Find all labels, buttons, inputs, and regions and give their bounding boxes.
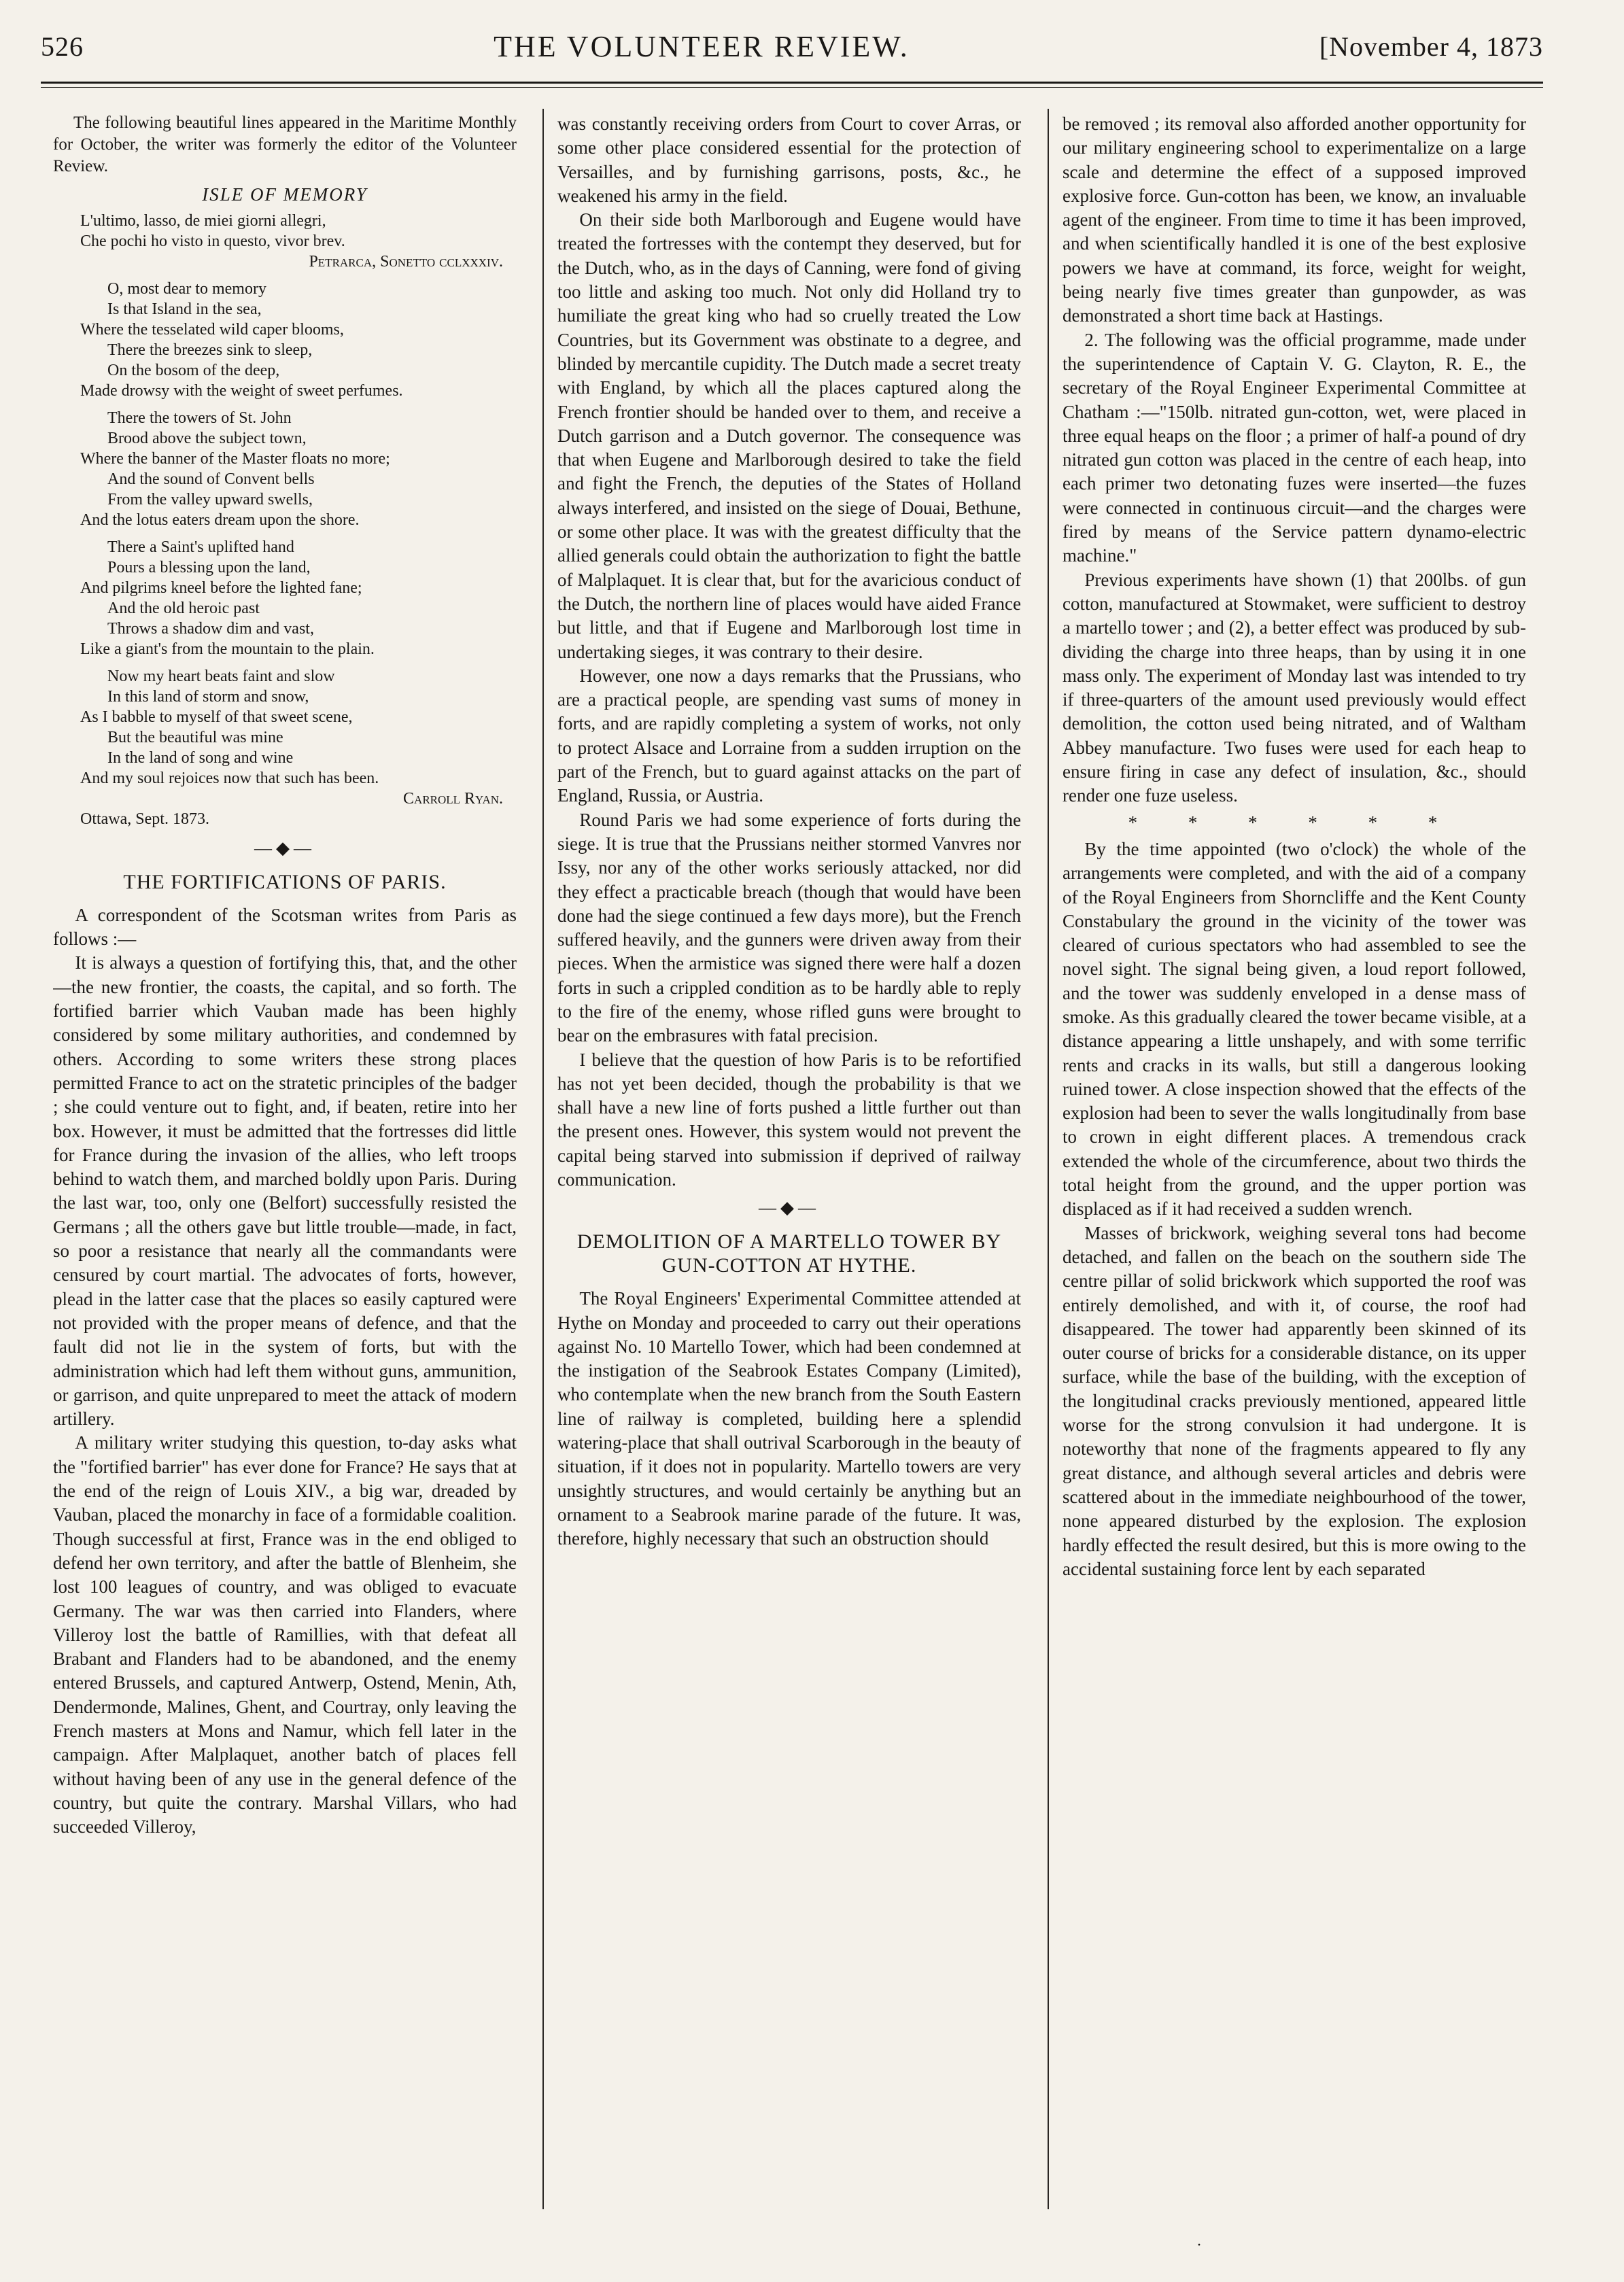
poem-line: Where the banner of the Master floats no more; xyxy=(80,450,390,468)
poem-line: There the towers of St. John xyxy=(107,409,292,428)
poem-intro: The following beautiful lines appeared in the Maritime Monthly for October, the writer was formerly the editor of the Volunteer Review. xyxy=(53,114,517,175)
article-paragraph: However, one now a days remarks that the Prussians, who are a practical people, are spending vast sums of money in forts, and are rapidly completing a system of works, not only to protect Alsace and Lorraine from a sudden irruption on the part of the French, but to guard against attacks on the part of England, Russia, or Austria. xyxy=(557,665,1021,806)
poem-dateline: Ottawa, Sept. 1873. xyxy=(80,810,209,829)
poem-line: And the sound of Convent bells xyxy=(107,470,315,489)
poem-stanza xyxy=(53,666,517,829)
poem-line: As I babble to myself of that sweet scene, xyxy=(80,708,353,727)
poem-line: And the lotus eaters dream upon the shore. xyxy=(80,511,360,530)
article-paragraph: Masses of brickwork, weighing several tons had become detached, and fallen on the beach on the southern side The centre pillar of solid brickwork which supported the roof was entirely demolished, and with it, of course, the roof had disappeared. The tower had apparently been skinned of its outer course of bricks for a considerable distance, on its upper surface, while the base of the building, with the exception of the longitudinal cracks previously mentioned, appeared little worse for the strong convulsion it had undergone. It is noteworthy that none of the fragments appeared to fly any great distance, and although several articles and debris were scattered about in the immediate neighbourhood of the tower, none appeared disturbed by the explosion. The explosion hardly effected the result desired, but this is more owing to the accidental sustaining force lent by each separated xyxy=(1062,1222,1526,1579)
section-ornament: —◆— xyxy=(759,1198,820,1218)
poem-line: From the valley upward swells, xyxy=(107,491,313,509)
article-paragraph: I believe that the question of how Paris is to be refortified has not yet been decided, though the probability is that we shall have a new line of forts pushed a little further out than the present ones. However, this system would not prevent the capital being starved into submission if deprived of railway communication. xyxy=(557,1049,1021,1190)
poem-line: Now my heart beats faint and slow xyxy=(107,668,335,686)
article-paragraph: It is always a question of fortifying this, that, and the other—the new frontier, the coasts, the capital, and so forth. The fortified barrier which Vauban made has been highly considered by some military authorities, and condemned by others. According to some writers these strong places permitted France to act on the stratetic principles of the badger ; she could venture out to fight, and, if beaten, retire into her box. However, it must be admitted that the fortresses did little for France during the invasion of the allies, who left troops behind to watch them, and marched boldly upon Paris. During the last war, too, only one (Belfort) successfully resisted the Germans ; all the others gave but little trouble—made, in fact, so poor a resistance that nearly all the commandants were censured by court martial. The advocates of forts, however, plead in the latter case that the places so easily captured were not provided with the proper means of defence, and that the fault did not lie in the system of forts, but with the administration which had left them without guns, ammunition, or garrison, and quite unprepared to meet the attack of modern artillery. xyxy=(53,952,517,1430)
section-title-fortifications: THE FORTIFICATIONS OF PARIS. xyxy=(123,870,447,893)
poem-line: Brood above the subject town, xyxy=(107,430,307,448)
article-paragraph: By the time appointed (two o'clock) the whole of the arrangements were completed, and with the aid of a company of the Royal Engineers from Shorncliffe and the Kent County Constabulary the ground in the vicinity of the tower was cleared of curious spectators who had assembled to see the novel sight. The signal being given, a loud report followed, and the tower was suddenly enveloped in a dense mass of smoke. As this gradually cleared the tower became visible, at a distance appearing a little unshapely, and with some terrific rents and cracks in its walls, but still a dangerous looking ruined tower. A close inspection showed that the effects of the explosion had been to sever the walls longitudinally from base to crown in eight different places. A tremendous crack extended the whole of the circumference, about two thirds the total height from the ground, and the upper portion was displaced as if it had received a sudden wrench. xyxy=(1062,838,1526,1220)
column-2 xyxy=(557,112,1021,2206)
poem-line: And my soul rejoices now that such has been. xyxy=(80,770,379,788)
column-divider xyxy=(1048,109,1049,2209)
epigraph-line: Che pochi ho visto in questo, vivor brev. xyxy=(80,232,345,251)
poem-line: O, most dear to memory xyxy=(107,280,266,298)
article-paragraph: The Royal Engineers' Experimental Committee attended at Hythe on Monday and proceeded to carry out their operations against No. 10 Martello Tower, which had been condemned at the instigation of the Seabrook Estates Company (Limited), who contemplate when the new branch from the South Eastern line of railway is completed, building here a splendid watering-place that shall outrival Scarborough in the beauty of situation, if it does not in popularity. Martello towers are very unsightly structures, and would certainly be anything but an ornament to a Seabrook marine parade of the future. It was, therefore, highly necessary that such an obstruction should xyxy=(557,1288,1021,1549)
epigraph-attribution: Petrarca, Sonetto cclxxxiv. xyxy=(309,253,503,271)
article-paragraph: 2. The following was the official programme, made under the superintendence of Captain V. G. Clayton, R. E., the secretary of the Royal Engineer Experimental Committee at Chatham :—"150lb. nitrated gun-cotton, wet, were placed in three equal heaps on the floor ; a primer of half-a pound of dry nitrated gun cotton was placed in the centre of each heap, into each primer two detonating fuzes were inserted—the fuzes were connected in continuous circuit—and the charges were fired by means of the Service pattern dynamo-electric machine." xyxy=(1062,329,1526,566)
poem-stanza xyxy=(53,408,517,530)
issue-date: [November 4, 1873 xyxy=(1319,31,1543,62)
page-header xyxy=(41,19,1543,73)
poem-signature: Carroll Ryan. xyxy=(403,790,503,808)
article-paragraph: A military writer studying this question, to-day asks what the "fortified barrier" has ever done for France? He says that at the end of the reign of Louis XIV., a big war, dreaded by Vauban, placed the monarchy in face of a formidable coalition. Though successful at first, France was in the end obliged to defend her own territory, and after the battle of Blenheim, she lost 100 leagues of country, and was obliged to evacuate Germany. The war was then carried into Flanders, where Villeroy lost the battle of Ramillies, with that defeat all Brabant and Flanders had to be abandoned, and the enemy entered Brussels, and captured Antwerp, Ostend, Menin, Ath, Dendermonde, Malines, Ghent, and Courtray, only leaving the French masters at Mons and Namur, which fell later in the campaign. After Malplaquet, another batch of places fell without having been of any use in the general defence of the country, but quite the contrary. Marshal Villars, who had succeeded Villeroy, xyxy=(53,1432,517,1837)
poem-line: In the land of song and wine xyxy=(107,749,294,767)
page-number: 526 xyxy=(41,31,84,62)
article-paragraph: On their side both Marlborough and Eugene would have treated the fortresses with the contempt they deserved, but for the Dutch, who, as in the days of Canning, were fond of giving too little and asking too much. Not only did Holland try to humiliate the great king who had so cruelly treated the Low Countries, but its Government was obstinate to a degree, and blinded by mercantile cupidity. The Dutch made a secret treaty with England, by which all the places captured along the French frontier should be handed over to them, and receive a Dutch garrison and a Dutch governor. The consequence was that when Eugene and Marlborough desired to take the field and fight the French, the deputies of the States of Holland always interfered, and insisted on the siege of Douai, Bethune, or some other place. It was with the greatest difficulty that the allied generals could obtain the authorization to fight the battle of Malplaquet. It is clear that, but for the avaricious conduct of the Dutch, the northern line of places would have aided France but little, and that if Eugene and Marlborough lost time in undertaking sieges, it was contrary to their desire. xyxy=(557,209,1021,662)
poem-stanza xyxy=(53,279,517,401)
print-speck: · xyxy=(1196,2236,1202,2254)
poem-line: And pilgrims kneel before the lighted fane; xyxy=(80,579,362,598)
poem xyxy=(53,211,517,829)
poem-line: There the breezes sink to sleep, xyxy=(107,341,313,360)
header-rule-thin xyxy=(41,87,1543,88)
poem-line: Is that Island in the sea, xyxy=(107,300,262,319)
poem-line: In this land of storm and snow, xyxy=(107,688,309,706)
poem-title: ISLE OF MEMORY xyxy=(202,184,368,205)
poem-line: And the old heroic past xyxy=(107,600,260,618)
publication-title: THE VOLUNTEER REVIEW. xyxy=(494,29,910,63)
epigraph-line: L'ultimo, lasso, de miei giorni allegri, xyxy=(80,212,326,230)
poem-line: Made drowsy with the weight of sweet perfumes. xyxy=(80,382,403,400)
poem-line: There a Saint's uplifted hand xyxy=(107,538,294,557)
section-title-martello: DEMOLITION OF A MARTELLO TOWER BY GUN-COTTON AT HYTHE. xyxy=(576,1230,1002,1277)
article-paragraph: be removed ; its removal also afforded another opportunity for our military engineering school to experimentalize on a large scale and determine the effect of a supposed improved explosive force. Gun-cotton has been, we know, an invaluable agent of the engineer. From time to time it has been improved, and when scientifically handled it is one of the best explosive powers we have at command, its force, weight for weight, being nearly five times greater than gunpowder, as was demonstrated a short time back at Hastings. xyxy=(1062,114,1526,326)
article-paragraph: A correspondent of the Scotsman writes from Paris as follows :— xyxy=(53,904,517,950)
section-ornament: —◆— xyxy=(254,838,315,859)
article-paragraph: Previous experiments have shown (1) that 200lbs. of gun cotton, manufactured at Stowmaket, were sufficient to destroy a martello tower ; and (2), a better effect was produced by sub-dividing the charge into three heaps, than by using it in one mass only. The experiment of Monday last was intended to try if three-quarters of the amount used previously would effect demolition, the cotton used being nitrated, and of Waltham Abbey manufacture. Two fuses were used for each heap to ensure firing in case any defect of insulation, &c., should render one fuze useless. xyxy=(1062,569,1526,806)
column-divider xyxy=(542,109,544,2209)
poem-line: Throws a shadow dim and vast, xyxy=(107,620,314,638)
poem-line: Where the tesselated wild caper blooms, xyxy=(80,321,344,339)
poem-line: Pours a blessing upon the land, xyxy=(107,559,311,577)
poem-line: But the beautiful was mine xyxy=(107,729,283,747)
poem-stanza xyxy=(53,537,517,659)
section-stars: * * * * * * xyxy=(1128,812,1461,833)
poem-line: Like a giant's from the mountain to the plain. xyxy=(80,640,375,659)
column-1 xyxy=(53,112,517,2206)
article-paragraph: was constantly receiving orders from Court to cover Arras, or some other place considered essential for the protection of Versailles, and by furnishing garrisons, posts, &c., he weakened his army in the field. xyxy=(557,114,1021,206)
column-3 xyxy=(1062,112,1526,2206)
article-paragraph: Round Paris we had some experience of forts during the siege. It is true that the Prussians neither stormed Vanvres nor Issy, nor any of the other works seriously attacked, nor did they effect a practicable breach (though that would have been done had the siege continued a few days more), but the French suffered heavily, and the gunners were driven away from their pieces. When the armistice was signed there were half a dozen forts in such a crippled condition as to be hardly able to reply to the fire of the enemy, whose rifled guns were brought to bear on the embrasures with fatal precision. xyxy=(557,809,1021,1046)
poem-line: On the bosom of the deep, xyxy=(107,362,280,380)
header-rule xyxy=(41,82,1543,84)
